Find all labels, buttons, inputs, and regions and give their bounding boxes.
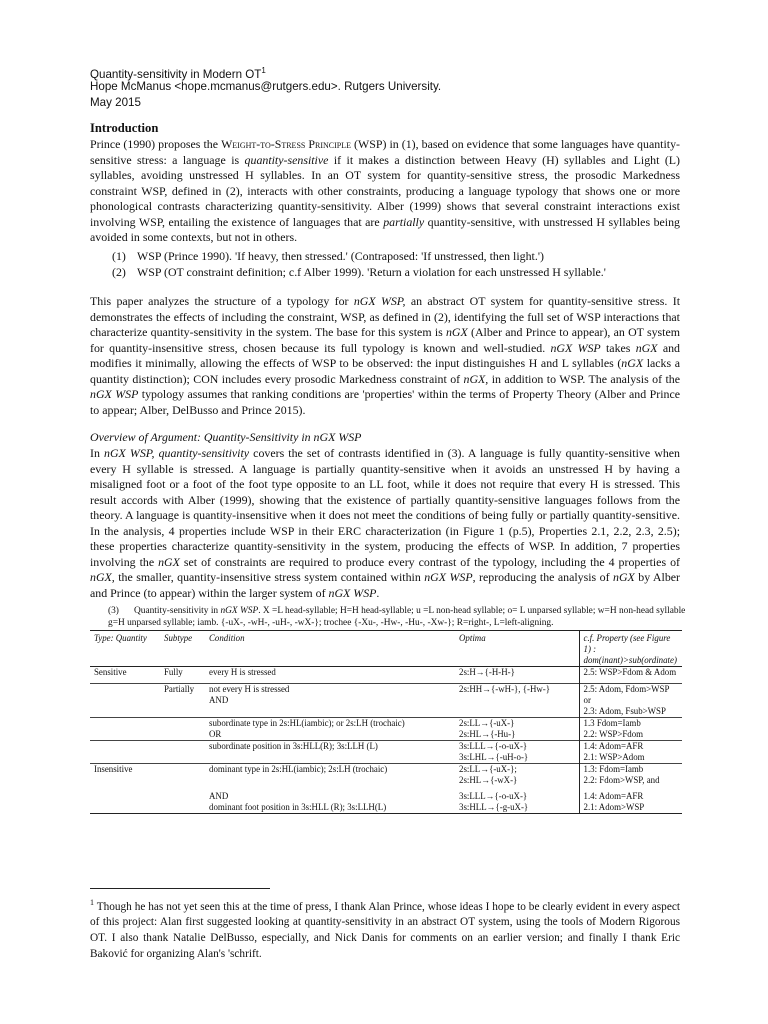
overview-paragraph: In nGX WSP, quantity-sensitivity covers the set of contrasts identified in (3). A language is fully quantity-sensitive when every H syllable is stressed. A language is partially quantity-sensitive when it avoids an unstressed H by having a misaligned foot or a foot of the foot type opposite to an LL foot, while it does not require that every H is stressed. This result accords with Alber (1999), showing that the existence of partially quantity-sensitive languages follows from the theory. A language is quantity-insensitive when it does not meet the conditions of being fully or partially quantity-sensitive. In the analysis, 4 properties include WSP in their ERC characterization (in Figure 1 (p.5), Properties 2.1, 2.2, 2.3, 2.5); these properties characterize quantity-sensitivity in the system, producing the effects of WSP. In addition, 7 properties involving the nGX set of constraints are required to produce every contrast of the typology, including the 4 properties of nGX, the smaller, quantity-insensitive stress system contained within nGX WSP, reproducing the analysis of nGX by Alber and Prince (to appear) within the larger system of nGX WSP. xyxy=(90,446,680,600)
intro-heading: Introduction xyxy=(90,121,159,135)
list-item: (1) WSP (Prince 1990). 'If heavy, then stressed.' (Contraposed: 'If unstressed, then light.') xyxy=(112,249,544,263)
title-footnote-marker: 1 xyxy=(261,66,266,75)
col-header-optima: Optima xyxy=(455,631,579,667)
overview-heading: Overview of Argument: Quantity-Sensitivity in nGX WSP xyxy=(90,430,362,444)
col-header-type: Type: Quantity xyxy=(90,631,160,667)
intro-paragraph-1: Prince (1990) proposes the Weight-to-Stress Principle (WSP) in (1), based on evidence that some languages have quantity-sensitive stress: a language is quantity-sensitive if it makes a distinction between Heavy (H) syllables and Light (L) syllables, avoiding unstressed H syllables. In an OT system for quantity-sensitive stress, the prosodic Markedness constraint WSP, defined in (2), interacts with other constraints, producing a language typology that shows one or more phonological contrasts characterizing quantity-sensitivity. Alber (1999) shows that several constraint interactions exist involving WSP, entailing the existence of languages that are partially quantity-sensitive, with unstressed H syllables being avoided in some contexts, but not in others. xyxy=(90,137,681,245)
col-header-property: c.f. Property (see Figure 1) : dom(inant)>sub(ordinate) xyxy=(579,631,682,667)
footnote: $^1$ Though he has not yet seen this at the time of press, I thank Alan Prince, whose ideas I hope to be clearly evident in every aspect of this project: Alan first suggested looking at quantity-sensitivity in an abstract OT system, using the tools of Modern Rigorous OT. I also thank Natalie DelBusso, especially, and Nick Danis for comments on an earlier version; and finally I thank Eric Baković for organizing Alan's 'schrift. xyxy=(90,898,680,960)
table-row: Partially not every H is stressed AND 2s:HH→{-wH-}, {-Hw-} 2.5: Adom, Fdom>WSP or 2.3: Adom, Fsub>WSP xyxy=(90,684,682,718)
table-row: subordinate position in 3s:HLL(R); 3s:LLH (L) 3s:LLL→{-o-uX-} 3s:LHL→{-uH-o-} 1.4: Adom=AFR 2.1: WSP>Adom xyxy=(90,741,682,764)
date-line: May 2015 xyxy=(90,96,141,109)
footnote-separator xyxy=(90,888,270,889)
footnote-number: 1 xyxy=(90,898,94,907)
table-row: subordinate type in 2s:HL(iambic); or 2s:LH (trochaic) OR 2s:LL→{-uX-} 2s:HL→{-Hu-} 1.3 Fdom=Iamb 2.2: WSP>Fdom xyxy=(90,718,682,741)
table-row: Insensitive dominant type in 2s:HL(iambic); 2s:LH (trochaic) 2s:LL→{-uX-}; 2s:HL→{-wX-} 1.3: Fdom=Iamb 2.2: Fdom>WSP, and xyxy=(90,764,682,791)
paper-title: Quantity-sensitivity in Modern $OT^1$ xyxy=(90,66,266,81)
definition-list xyxy=(112,248,692,280)
table-header-row xyxy=(90,631,682,667)
list-item: (2) WSP (OT constraint definition; c.f Alber 1999). 'Return a violation for each unstressed H syllable.' xyxy=(112,265,606,279)
table-row: AND dominant foot position in 3s:HLL (R); 3s:LLH(L) 3s:LLL→{-o-uX-} 3s:HLL→{-g-uX-} 1.4: Adom=AFR 2.1: Adom>WSP xyxy=(90,791,682,814)
intro-paragraph-2: This paper analyzes the structure of a typology for nGX WSP, an abstract OT system for quantity-sensitive stress. It demonstrates the effects of including the constraint, WSP, as defined in (2), identifying the full set of WSP interactions that characterize quantity-sensitivity in the system. The base for this system is nGX (Alber and Prince to appear), an OT system for quantity-insensitive stress, chosen because its full typology is known and well-studied. nGX WSP takes nGX and modifies it minimally, allowing the effects of WSP to be observed: the input distinguishes H and L syllables (nGX lacks a quantity distinction); CON includes every prosodic Markedness constraint of nGX, in addition to WSP. The analysis of the nGX WSP typology assumes that ranking conditions are 'properties' within the terms of Property Theory (Alber and Prince to appear; Alber, DelBusso and Prince 2015). xyxy=(90,294,680,417)
col-header-condition: Condition xyxy=(205,631,455,667)
table-row: Sensitive Fully every H is stressed 2s:H→{-H-H-} 2.5: WSP>Fdom & Adom xyxy=(90,667,682,684)
quantity-sensitivity-table xyxy=(90,630,682,814)
author-line: Hope McManus <hope.mcmanus@rutgers.edu>. Rutgers University. xyxy=(90,80,442,93)
col-header-subtype: Subtype xyxy=(160,631,205,667)
table-caption: (3) Quantity-sensitivity in nGX WSP. X =L head-syllable; H=H head-syllable; u =L non-head syllable; o= L unparsed syllable; w=H non-head syllable g=H unparsed syllable; iamb. {-uX-, -wH-, -uH-, -wX-}; trochee {-Xu-, -Hw-, -Hu-, -Xw-}; R=right-, L=left-aligning. xyxy=(108,606,686,628)
